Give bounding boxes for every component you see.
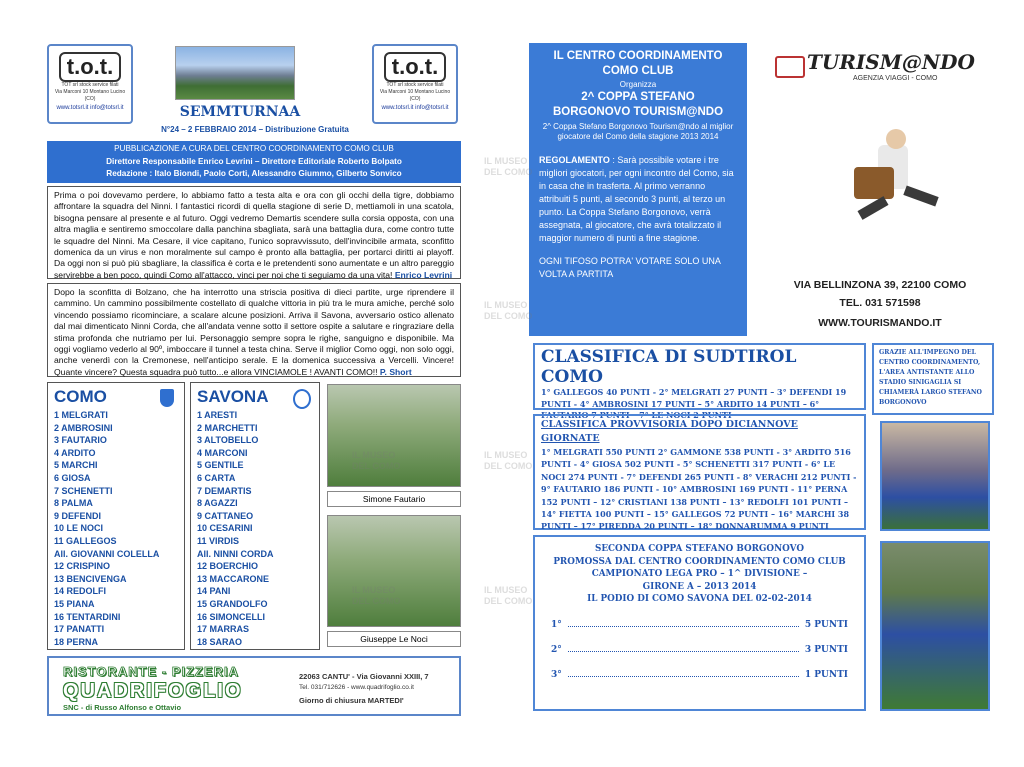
tot-logo-sub2: Via Marconi 10 Montano Lucino (CO) [54,89,126,102]
player-item: 17 PANATTI [54,624,105,635]
player-item: 1 ARESTI [197,410,238,420]
player-item: 9 CATTANEO [197,510,254,521]
coppa-line1: IL CENTRO COORDINAMENTO [553,50,723,62]
credits-line1: PUBBLICAZIONE A CURA DEL CENTRO COORDINAMENTO COMO CLUB [114,144,394,153]
provvisoria-title: CLASSIFICA PROVVISORIA DOPO DICIANNOVE GIORNATE [541,419,798,444]
turismando-logo-text: TURISM@NDO [807,50,975,74]
seconda-line1: SECONDA COPPA STEFANO BORGONOVO [595,544,804,554]
tot-logo-sub2: Via Marconi 10 Montano Lucino (CO) [379,89,451,102]
vote-dots [568,620,799,627]
player-item: 15 GRANDOLFO [197,598,268,609]
watermark: IL MUSEO DEL COMO [484,300,533,321]
player-item: 16 TENTARDINI [54,611,121,622]
tot-logo-text: t.o.t. [384,52,446,82]
credits-box [47,141,461,183]
vote-place: 2° [551,644,562,655]
player-item: 5 MARCHI [54,460,98,471]
tot-logo-url: www.totsrl.it info@totsrl.it [381,105,449,111]
coppa-reg-text: : Sarà possibile votare i tre migliori giocatori, per ogni incontro del Como, sia in casa che in trasferta. Al primo verranno attribuiti 5 punti, al secondo 3 punti, al terzo un punto. La Coppa Stefano Borgonovo, verrà assegnata, al giocatore, che avrà totalizzato il maggior numero di punti a fine stagione. [539,155,734,243]
vote-points: 5 PUNTI [804,619,848,630]
player-item: 2 MARCHETTI [197,422,258,433]
caption-fautario: Simone Fautario [327,491,461,507]
player-item: 13 BENCIVENGA [54,573,127,584]
ad-line2: QUADRIFOGLIO [63,680,243,702]
vote-dots [568,670,799,677]
player-item: 12 BOERCHIO [197,561,259,572]
photo-borgonovo-trophy [880,421,990,531]
player-item: 6 CARTA [197,472,236,483]
tot-logo-right [372,44,458,124]
article-1-signature: Enrico Levrini [394,269,453,280]
seconda-line3: CAMPIONATO LEGA PRO – 1^ DIVISIONE – [591,569,808,579]
savona-crest-icon [293,389,311,409]
tot-logo-url: www.totsrl.it info@totsrl.it [56,105,124,111]
savona-player-list [197,409,313,648]
photo-lenoci [327,515,461,627]
player-item: 17 MARRAS [197,624,250,635]
watermark: IL MUSEO DEL COMO [352,585,401,606]
player-item: 16 SIMONCELLI [197,611,266,622]
vote-points: 1 PUNTI [804,669,848,680]
watermark: IL MUSEO DEL COMO [484,585,533,606]
player-item: 1 MELGRATI [54,410,108,420]
player-item: 3 FAUTARIO [54,435,107,446]
player-item: 6 GIOSA [54,472,91,483]
issue-line: N°24 – 2 FEBBRAIO 2014 – Distribuzione Gratuita [161,125,349,134]
vote-dots [568,645,799,652]
article-1 [47,186,461,279]
player-item: 3 ALTOBELLO [197,435,259,446]
provvisoria-text: 1° MELGRATI 550 PUNTI 2° GAMMONE 538 PUNTI - 3° ARDITO 516 PUNTI - 4° GIOSA 502 PUNTI - 5° SCHENETTI 317 PUNTI - 6° LE NOCI 274 PUNTI - 7° DEFENDI 265 PUNTI - 8° VERACHI 212 PUNTI - 9° FAUTARIO 186 PUNTI - 10° AMBROSINI 169 PUNTI - 11° PERNA 152 PUNTI – 12° CRISTIANI 138 PUNTI – 13° REDOLFI 101 PUNTI – 14° FIETTA 100 PUNTI – 15° GALLEGOS 72 PUNTI – 16° MARCHI 38 PUNTI – 17° PIREDDA 20 PUNTI – 18° DONNARUMMA 9 PUNTI [541,447,857,532]
ad-tel: Tel. 031/712626 - www.quadrifoglio.co.it [299,684,414,691]
player-item: 12 CRISPINO [54,561,111,572]
player-item: 10 LE NOCI [54,523,104,534]
vote-place: 3° [551,669,562,680]
coppa-line2: COMO CLUB [602,65,674,77]
photo-borgonovo-action [880,541,990,711]
masthead: SEMMTURNAA [179,104,301,120]
caption-lenoci: Giuseppe Le Noci [327,631,461,647]
watermark: IL MUSEO DEL COMO [484,450,533,471]
article-2-text: Dopo la sconfitta di Bolzano, che ha interrotto una striscia positiva di dieci partite, urge riprendere il cammino. Un cammino possibilmente costellato di qualche vittoria in più tra le mura amiche, perché solo vincendo possiamo ricominciare, a scalare alcune posizioni. Arriva il Savona, avversario ostico allenato dal mai dimenticato Ninni Corda, che all'andata venne sotto il settore ospite a salutare e ringraziare della stima profonda che nutriamo per lui. Personaggio sempre sopra le righe, sanguigno e disponibile. Ma oggi vogliamo vederlo al 90º, imboccare il tunnel a testa china. Serve il miglior Como oggi, non solo oggi, anche venerdì con la Cremonese, nell'anticipo serale. E la domenica successiva a Vercelli. Vincere! Quante vincere? Questa squadra può tutto...e allora VINCIAMOLE ! AVANTI COMO!! [54,287,454,377]
player-item: 8 AGAZZI [197,498,238,509]
player-item: 7 DEMARTIS [197,485,252,496]
article-2 [47,283,461,377]
tot-logo-left [47,44,133,124]
watermark: IL MUSEO DEL COMO [352,450,401,471]
article-2-signature: P. Short [379,366,412,377]
como-crest-icon [160,389,174,407]
ad-address: 22063 CANTU' - Via Giovanni XXIII, 7 [299,672,429,681]
turismando-address: VIA BELLINZONA 39, 22100 COMO [793,279,967,291]
coppa-line6: 2^ Coppa Stefano Borgonovo Tourism@ndo al miglior giocatore del Como della stagione 2013 2014 [542,122,734,141]
vote-place: 1° [551,619,562,630]
article-1-text: Prima o poi dovevamo perdere, lo abbiamo fatto a testa alta e ora con gli occhi della tigre, dobbiamo affrontare la squadra del Ninni. I fantastici ricordi di quella stagione di serie D, mettiamoli in una scatola, bisogna pensare al presente e al futuro. Oggi vedremo Demartis scendere sulla corsia opposta, con una altra maglia e sentiremo smoccolare dalla panchina sbagliata, sarà una battaglia dura, come contro tutte le squadre del Ninni. Ma Cesare, il vice capitano, l'unico sopravvissuto, dell'invincibile armata, sconfitto domenica da un virus e non moralmente sul campo è pronto alla battaglia, per portarci diritti ai playoff. Da oggi non si può più sbagliare, la classifica è corta e le pretendenti sono aumentate e un altro pareggio servirebbe a ben poco, quindi Como all'attacco, vinci per noi che ti seguiamo da una vita! [54,190,454,280]
player-item: 18 PERNA [54,636,99,647]
provvisoria-box [533,414,866,530]
coppa-footer: OGNI TIFOSO POTRA' VOTARE SOLO UNA VOLTA A PARTITA [539,256,721,279]
ad-quadrifoglio [47,656,461,716]
player-item: 9 DEFENDI [54,510,102,521]
traveler-image [834,115,944,245]
player-item: 10 CESARINI [197,523,253,534]
coppa-line5: BORGONOVO TOURISM@NDO [552,106,724,118]
vote-row-2[interactable] [543,645,856,655]
sudtirol-box [533,343,866,420]
player-item: 14 PANI [197,586,231,597]
coppa-box [529,43,747,336]
player-item: 5 GENTILE [197,460,244,471]
watermark: IL MUSEO DEL COMO [484,156,533,177]
credits-line3: Redazione : Italo Biondi, Paolo Corti, Alessandro Giummo, Gilberto Sonvico [106,169,402,178]
player-item: 4 ARDITO [54,447,96,458]
tot-logo-text: t.o.t. [59,52,121,82]
turismando-logo-sub: AGENZIA VIAGGI - COMO [853,75,938,82]
ad-closed: Giorno di chiusura MARTEDI' [299,696,404,705]
savona-lineup [190,382,320,650]
coppa-line4: 2^ COPPA STEFANO [581,91,695,103]
savona-title: SAVONA [197,387,269,406]
ad-line3: SNC - di Russo Alfonso e Ottavio [63,703,182,712]
player-item: 11 VIRDIS [197,535,240,546]
vote-points: 3 PUNTI [804,644,848,655]
coppa-regolamento [539,154,737,245]
como-lineup [47,382,185,650]
stadium-image [175,46,295,100]
turismando-logo [775,50,985,90]
tot-logo-sub1: TOT srl stock service filati [386,82,444,88]
player-item: 2 AMBROSINI [54,422,113,433]
player-item: 8 PALMA [54,498,93,509]
player-item: 14 REDOLFI [54,586,107,597]
player-item: 11 GALLEGOS [54,535,117,546]
player-item: 7 SCHENETTI [54,485,113,496]
player-item: 4 MARCONI [197,447,248,458]
tot-logo-sub1: TOT srl stock service filati [61,82,119,88]
sudtirol-text: 1° GALLEGOS 40 PUNTI - 2° MELGRATI 27 PUNTI – 3° DEFENDI 19 PUNTI - 4° AMBROSINI 17 PUNTI – 5° ARDITO 14 PUNTI – 6° FAUTARIO 7 PUNTI – 7° LE NOCI 2 PUNTI [541,387,847,420]
vote-row-3[interactable] [543,670,856,680]
player-item: All. NINNI CORDA [197,548,274,559]
seconda-line4: GIRONE A – 2013 2014 [642,581,757,592]
como-title: COMO [54,387,107,406]
seconda-line2: PROMOSSA DAL CENTRO COORDINAMENTO COMO CLUB [553,556,846,567]
player-item: 18 SARAO [197,636,243,647]
grazie-box: GRAZIE ALL'IMPEGNO DEL CENTRO COORDINAMENTO, L'AREA ANTISTANTE ALLO STADIO SINIGAGLIA SI CHIAMERÀ LARGO STEFANO BORGONOVO [872,343,994,415]
turismando-web: WWW.TOURISMANDO.IT [818,317,942,329]
coppa-line3: Organizza [619,80,657,89]
sudtirol-title: CLASSIFICA DI SUDTIROL COMO [541,347,797,387]
coppa-reg-label: REGOLAMENTO [539,155,610,165]
ad-line1: RISTORANTE - PIZZERIA [63,664,240,679]
suitcase-icon [775,56,805,78]
seconda-box [533,535,866,711]
player-item: 15 PIANA [54,598,95,609]
seconda-line5: IL PODIO DI COMO SAVONA DEL 02-02-2014 [587,594,812,604]
credits-line2: Direttore Responsabile Enrico Levrini – Direttore Editoriale Roberto Bolpato [106,156,402,166]
player-item: All. GIOVANNI COLELLA [54,548,160,559]
turismando-tel: TEL. 031 571598 [839,297,921,309]
player-item: 13 MACCARONE [197,573,270,584]
como-player-list [54,409,178,648]
vote-row-1[interactable] [543,620,856,630]
